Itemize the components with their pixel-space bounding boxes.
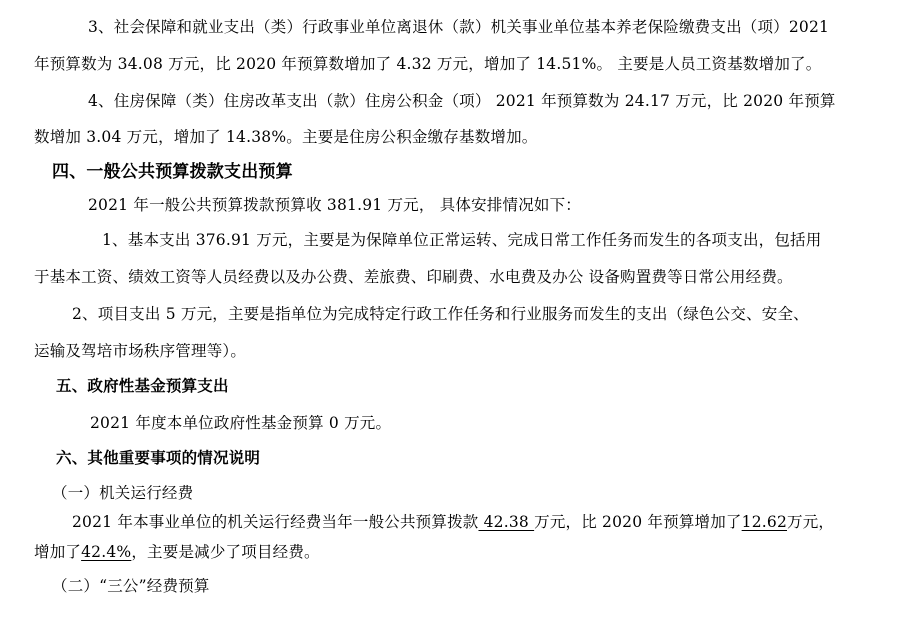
basic-expenditure-line-2: 于基本工资、绩效工资等人员经费以及办公费、差旅费、印刷费、水电费及办公 设备购置费等日常公用经费。: [34, 268, 793, 286]
section-heading-government-fund: 五、政府性基金预算支出: [56, 377, 229, 395]
government-fund-text: 2021 年度本单位政府性基金预算 0 万元。: [90, 414, 392, 432]
operating-expenses-line-2: [34, 541, 320, 563]
paragraph-housing-line-1: 4、住房保障（类）住房改革支出（款）住房公积金（项） 2021 年预算数为 24.17 万元，比 2020 年预算: [88, 92, 836, 110]
basic-expenditure-line-1: 1、基本支出 376.91 万元，主要是为保障单位正常运转、完成日常工作任务而发生的各项支出，包括用: [102, 231, 822, 249]
subheading-operating-expenses: （一）机关运行经费: [52, 484, 194, 502]
project-expenditure-line-2: 运输及驾培市场秩序管理等）。: [34, 342, 247, 360]
project-expenditure-line-1: 2、项目支出 5 万元，主要是指单位为完成特定行政工作任务和行业服务而发生的支出（绿色公交、安全、: [72, 305, 809, 323]
operating-expenses-text-e: 万元，: [787, 513, 835, 531]
operating-expenses-text-f: 增加了: [34, 543, 82, 561]
operating-expenses-increase-amount: 12.62: [741, 513, 788, 531]
subheading-three-public-expenses: （二）“三公”经费预算: [52, 577, 210, 595]
section-heading-other-matters: 六、其他重要事项的情况说明: [56, 449, 261, 467]
operating-expenses-text-a: 2021 年本事业单位的机关运行经费当年一般公共预算拨款: [72, 513, 479, 531]
operating-expenses-text-c: 万元，比 2020 年预算增加了: [534, 513, 742, 531]
operating-expenses-text-h: ，主要是减少了项目经费。: [131, 543, 320, 561]
operating-expenses-amount: 42.38: [478, 513, 535, 531]
paragraph-social-security-line-1: 3、社会保障和就业支出（类）行政事业单位离退休（款）机关事业单位基本养老保险缴费支出（项）2021: [88, 18, 830, 36]
operating-expenses-increase-percent: 42.4%: [81, 543, 132, 561]
operating-expenses-line-1: [72, 511, 834, 533]
section-heading-general-budget: 四、一般公共预算拨款支出预算: [52, 162, 293, 182]
general-budget-intro: 2021 年一般公共预算拨款预算收 381.91 万元， 具体安排情况如下：: [88, 196, 581, 214]
paragraph-social-security-line-2: 年预算数为 34.08 万元，比 2020 年预算数增加了 4.32 万元，增加了 14.51%。 主要是人员工资基数增加了。: [34, 55, 822, 73]
paragraph-housing-line-2: 数增加 3.04 万元，增加了 14.38%。主要是住房公积金缴存基数增加。: [34, 128, 538, 146]
